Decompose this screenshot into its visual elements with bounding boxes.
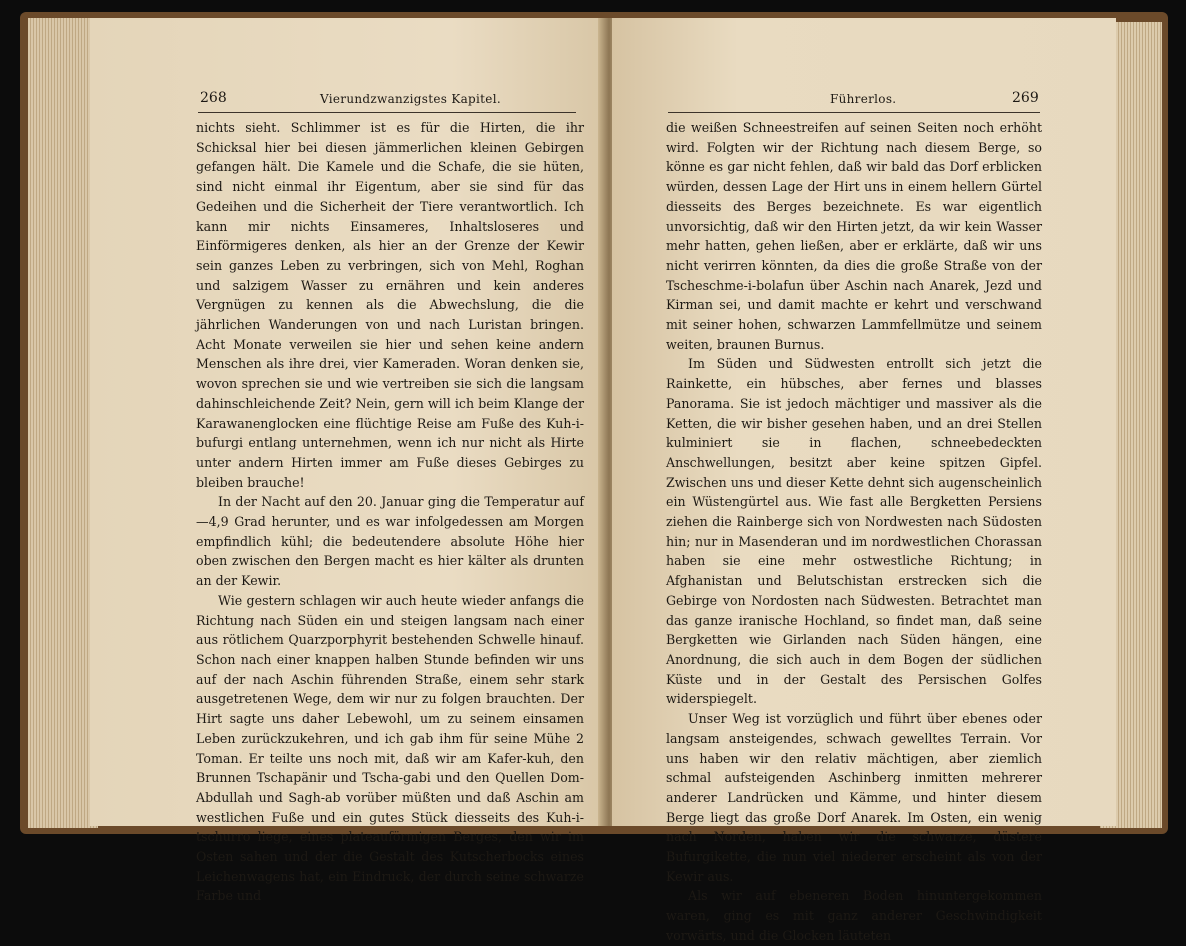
right-paragraph: Im Süden und Südwesten entrollt sich jetzt die Rainkette, ein hübsches, aber fernes und blasses Panorama. Sie ist jedoch mächtiger und massiver als die Ketten, die wir bisher gesehen haben, und an drei Stellen kulminiert sie in flachen, schneebedeckten Anschwellungen, besitzt aber keine spitzen Gipfel. Zwischen uns und dieser Kette dehnt sich augenscheinlich ein Wüstengürtel aus. Wie fast alle Bergketten Persiens ziehen die Rainberge sich von Nordwesten nach Südosten hin; nur in Masenderan und im nordwestlichen Chorassan haben sie eine mehr ostwestliche Richtung; in Afghanistan und Belutschistan erstrecken sich die Gebirge von Nordosten nach Südwesten. Betrachtet man das ganze iranische Hochland, so findet man, daß seine Bergketten wie Girlanden nach Süden hängen, eine Anordnung, die sich auch in dem Bogen der südlichen Küste und in der Gestalt des Persischen Golfes widerspiegelt.: [666, 356, 1042, 707]
right-paragraph: Als wir auf ebeneren Boden hinuntergekommen waren, ging es mit ganz anderer Geschwindigkeit vorwärts, und die Glocken läuteten: [666, 888, 1042, 943]
left-paragraph: Wie gestern schlagen wir auch heute wieder anfangs die Richtung nach Süden ein und steigen langsam nach einer aus rötlichem Quarzporphyrit bestehenden Schwelle hinauf. Schon nach einer knappen halben Stunde befinden wir uns auf der nach Aschin führenden Straße, einem sehr stark ausgetretenen Wege, dem wir nur zu folgen brauchten. Der Hirt sagte uns daher Lebewohl, um zu seinem einsamen Leben zurückzukehren, und ich gab ihm für seine Mühe 2 Toman. Er teilte uns noch mit, daß wir am Kafer-kuh, den Brunnen Tschapänir und Tscha-gabi und den Quellen Dom-Abdullah und Sagh-ab vorüber müßten und daß Aschin am westlichen Fuße und ein gutes Stück diesseits des Kuh-i-tschurro liege, eines plateauförmigen Berges, den wir im Osten sahen und der die Gestalt des Kutscherbocks eines Leichenwagens hat, ein Eindruck, der durch seine schwarze Farbe und: [196, 592, 584, 904]
right-paragraph: die weißen Schneestreifen auf seinen Seiten noch erhöht wird. Folgten wir der Richtung nach diesem Berge, so könne es gar nicht fehlen, daß wir bald das Dorf erblicken würden, dessen Lage der Hirt uns in einem hellern Gürtel diesseits des Berges bezeichnete. Es war eigentlich unvorsichtig, daß wir den Hirten jetzt, da wir kein Wasser mehr hatten, gehen ließen, aber er erklärte, daß wir uns nicht verirren könnten, da dies die große Straße von der Tscheschme-i-bolafun über Aschin nach Anarek, Jezd und Kirman sei, und damit machte er kehrt und verschwand mit seiner hohen, schwarzen Lammfellmütze und seinem weiten, braunen Burnus.: [666, 120, 1042, 352]
page-edges-left: [28, 18, 98, 828]
left-running-head: Vierundzwanzigstes Kapitel.: [320, 92, 501, 106]
right-body-text: [666, 118, 1042, 946]
right-paragraph: Unser Weg ist vorzüglich und führt über ebenes oder langsam ansteigendes, schwach gewelltes Terrain. Vor uns haben wir den relativ mächtigen, aber ziemlich schmal aufsteigenden Aschinberg inmitten mehrerer anderer Landrücken und Kämme, und hinter diesem Berge liegt das große Dorf Anarek. Im Osten, ein wenig nach Norden, haben wir die schwarze, düstere Bufurgikette, die nun viel niederer erscheint als von der Kewir aus.: [666, 711, 1042, 884]
right-page: [612, 18, 1116, 943]
right-running-head: Führerlos.: [830, 92, 897, 106]
left-page: [90, 18, 606, 904]
left-page-number: 268: [200, 90, 227, 106]
left-paragraph: In der Nacht auf den 20. Januar ging die Temperatur auf —4,9 Grad herunter, und es war infolgedessen am Morgen empfindlich kühl; die bedeutendere absolute Höhe hier oben zwischen den Bergen macht es hier kälter als drunten an der Kewir.: [196, 494, 584, 589]
right-head-rule: [668, 112, 1040, 113]
left-paragraph: nichts sieht. Schlimmer ist es für die Hirten, die ihr Schicksal hier bei diesen jämmerlichen kleinen Gebirgen gefangen hält. Die Kamele und die Schafe, die sie hüten, sind nicht einmal ihr Eigentum, aber sie sind für das Gedeihen und die Sicherheit der Tiere verantwortlich. Ich kann mir nichts Einsameres, Inhaltsloseres und Einförmigeres denken, als hier an der Grenze der Kewir sein ganzes Leben zu verbringen, sich von Mehl, Roghan und salzigem Wasser zu ernähren und kein anderes Vergnügen zu kennen als die Abwechslung, die die jährlichen Wanderungen von und nach Luristan bringen. Acht Monate verweilen sie hier und sehen keine andern Menschen als ihre drei, vier Kameraden. Woran denken sie, wovon sprechen sie und wie vertreiben sie sich die langsam dahinschleichende Zeit? Nein, gern will ich beim Klange der Karawanenglocken eine flüchtige Reise am Fuße des Kuh-i-bufurgi entlang unternehmen, wenn ich nur nicht als Hirte unter andern Hirten immer am Fuße dieses Gebirges zu bleiben brauche!: [196, 120, 584, 490]
left-body-text: [196, 118, 584, 906]
left-head-rule: [198, 112, 576, 113]
right-page-number: 269: [1012, 90, 1039, 106]
